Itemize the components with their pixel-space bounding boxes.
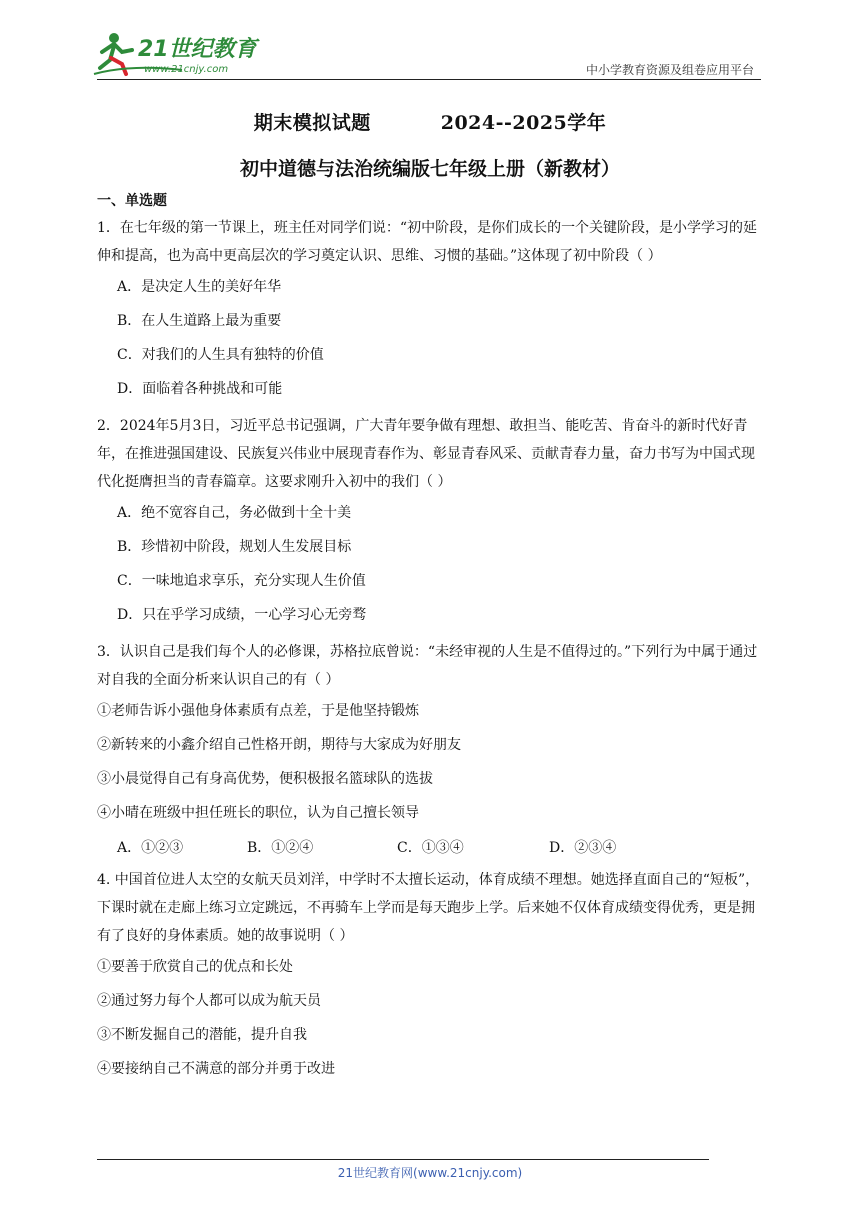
option-c: C．一味地追求享乐，充分实现人生价值 bbox=[117, 573, 366, 589]
header-divider bbox=[97, 79, 761, 80]
logo-icon bbox=[92, 30, 262, 78]
footer-link[interactable]: 21世纪教育网(www.21cnjy.com) bbox=[337, 1166, 523, 1180]
question-stem: 1．在七年级的第一节课上，班主任对同学们说：“初中阶段，是你们成长的一个关键阶段，是小学学习的延伸和提高，也为高中更高层次的学习奠定认识、思维、习惯的基础。”这体现了初中阶段（ ） bbox=[97, 220, 758, 264]
option-row bbox=[97, 830, 763, 866]
option-b: B．①②④ bbox=[247, 840, 314, 856]
option-d: D．只在乎学习成绩，一心学习心无旁骛 bbox=[117, 607, 367, 623]
logo-text: 21世纪教育 bbox=[138, 37, 257, 62]
statement-2: ②通过努力每个人都可以成为航天员 bbox=[97, 993, 321, 1009]
section-heading: 一、单选题 bbox=[97, 193, 167, 209]
question-1 bbox=[97, 214, 763, 406]
option-c: C．①③④ bbox=[397, 840, 464, 856]
statement-3: ③不断发掘自己的潜能，提升自我 bbox=[97, 1027, 307, 1043]
option-c: C．对我们的人生具有独特的价值 bbox=[117, 347, 324, 363]
option-b: B．珍惜初中阶段，规划人生发展目标 bbox=[117, 539, 352, 555]
exam-title-name: 期末模拟试题 bbox=[253, 112, 371, 134]
statement-1: ①要善于欣赏自己的优点和长处 bbox=[97, 959, 293, 975]
option-d: D．面临着各种挑战和可能 bbox=[117, 381, 283, 397]
statement-1: ①老师告诉小强他身体素质有点差，于是他坚持锻炼 bbox=[97, 703, 419, 719]
question-2 bbox=[97, 412, 763, 632]
statement-4: ④小晴在班级中担任班长的职位，认为自己擅长领导 bbox=[97, 805, 419, 821]
question-stem: 4. 中国首位进人太空的女航天员刘洋，中学时不太擅长运动，体育成绩不理想。她选择直面自己的“短板”，下课时就在走廊上练习立定跳远，不再骑车上学而是每天跑步上学。后来她不仅体育成绩变得优秀，更是拥有了良好的身体素质。她的故事说明（ ） bbox=[97, 872, 760, 944]
exam-title bbox=[0, 108, 860, 135]
option-b: B．在人生道路上最为重要 bbox=[117, 313, 282, 329]
exam-subtitle: 初中道德与法治统编版七年级上册（新教材） bbox=[239, 158, 620, 180]
option-a: A．①②③ bbox=[117, 840, 184, 856]
platform-name: 中小学教育资源及组卷应用平台 bbox=[585, 63, 754, 77]
exam-title-year: 2024--2025学年 bbox=[440, 112, 607, 134]
footer-divider bbox=[97, 1159, 709, 1160]
question-stem: 2．2024年5月3日，习近平总书记强调，广大青年要争做有理想、敢担当、能吃苦、肯奋斗的新时代好青年，在推进强国建设、民族复兴伟业中展现青春作为、彰显青春风采、贡献青春力量，奋力书写为中国式现代化挺膺担当的青春篇章。这要求刚升入初中的我们（ ） bbox=[97, 418, 755, 490]
statement-3: ③小晨觉得自己有身高优势，便积极报名篮球队的选拔 bbox=[97, 771, 433, 787]
option-a: A．绝不宽容自己，务必做到十全十美 bbox=[117, 505, 352, 521]
option-a: A．是决定人生的美好年华 bbox=[117, 279, 282, 295]
question-list bbox=[97, 214, 763, 1086]
question-stem: 3．认识自己是我们每个人的必修课，苏格拉底曾说：“未经审视的人生是不值得过的。”下列行为中属于通过对自我的全面分析来认识自己的有（ ） bbox=[97, 644, 758, 688]
question-4 bbox=[97, 866, 763, 1086]
logo-url: www.21cnjy.com bbox=[144, 64, 229, 75]
statement-2: ②新转来的小鑫介绍自己性格开朗，期待与大家成为好朋友 bbox=[97, 737, 461, 753]
statement-4: ④要接纳自己不满意的部分并勇于改进 bbox=[97, 1061, 335, 1077]
page-header bbox=[0, 0, 860, 80]
question-3 bbox=[97, 638, 763, 866]
option-d: D．②③④ bbox=[549, 840, 617, 856]
